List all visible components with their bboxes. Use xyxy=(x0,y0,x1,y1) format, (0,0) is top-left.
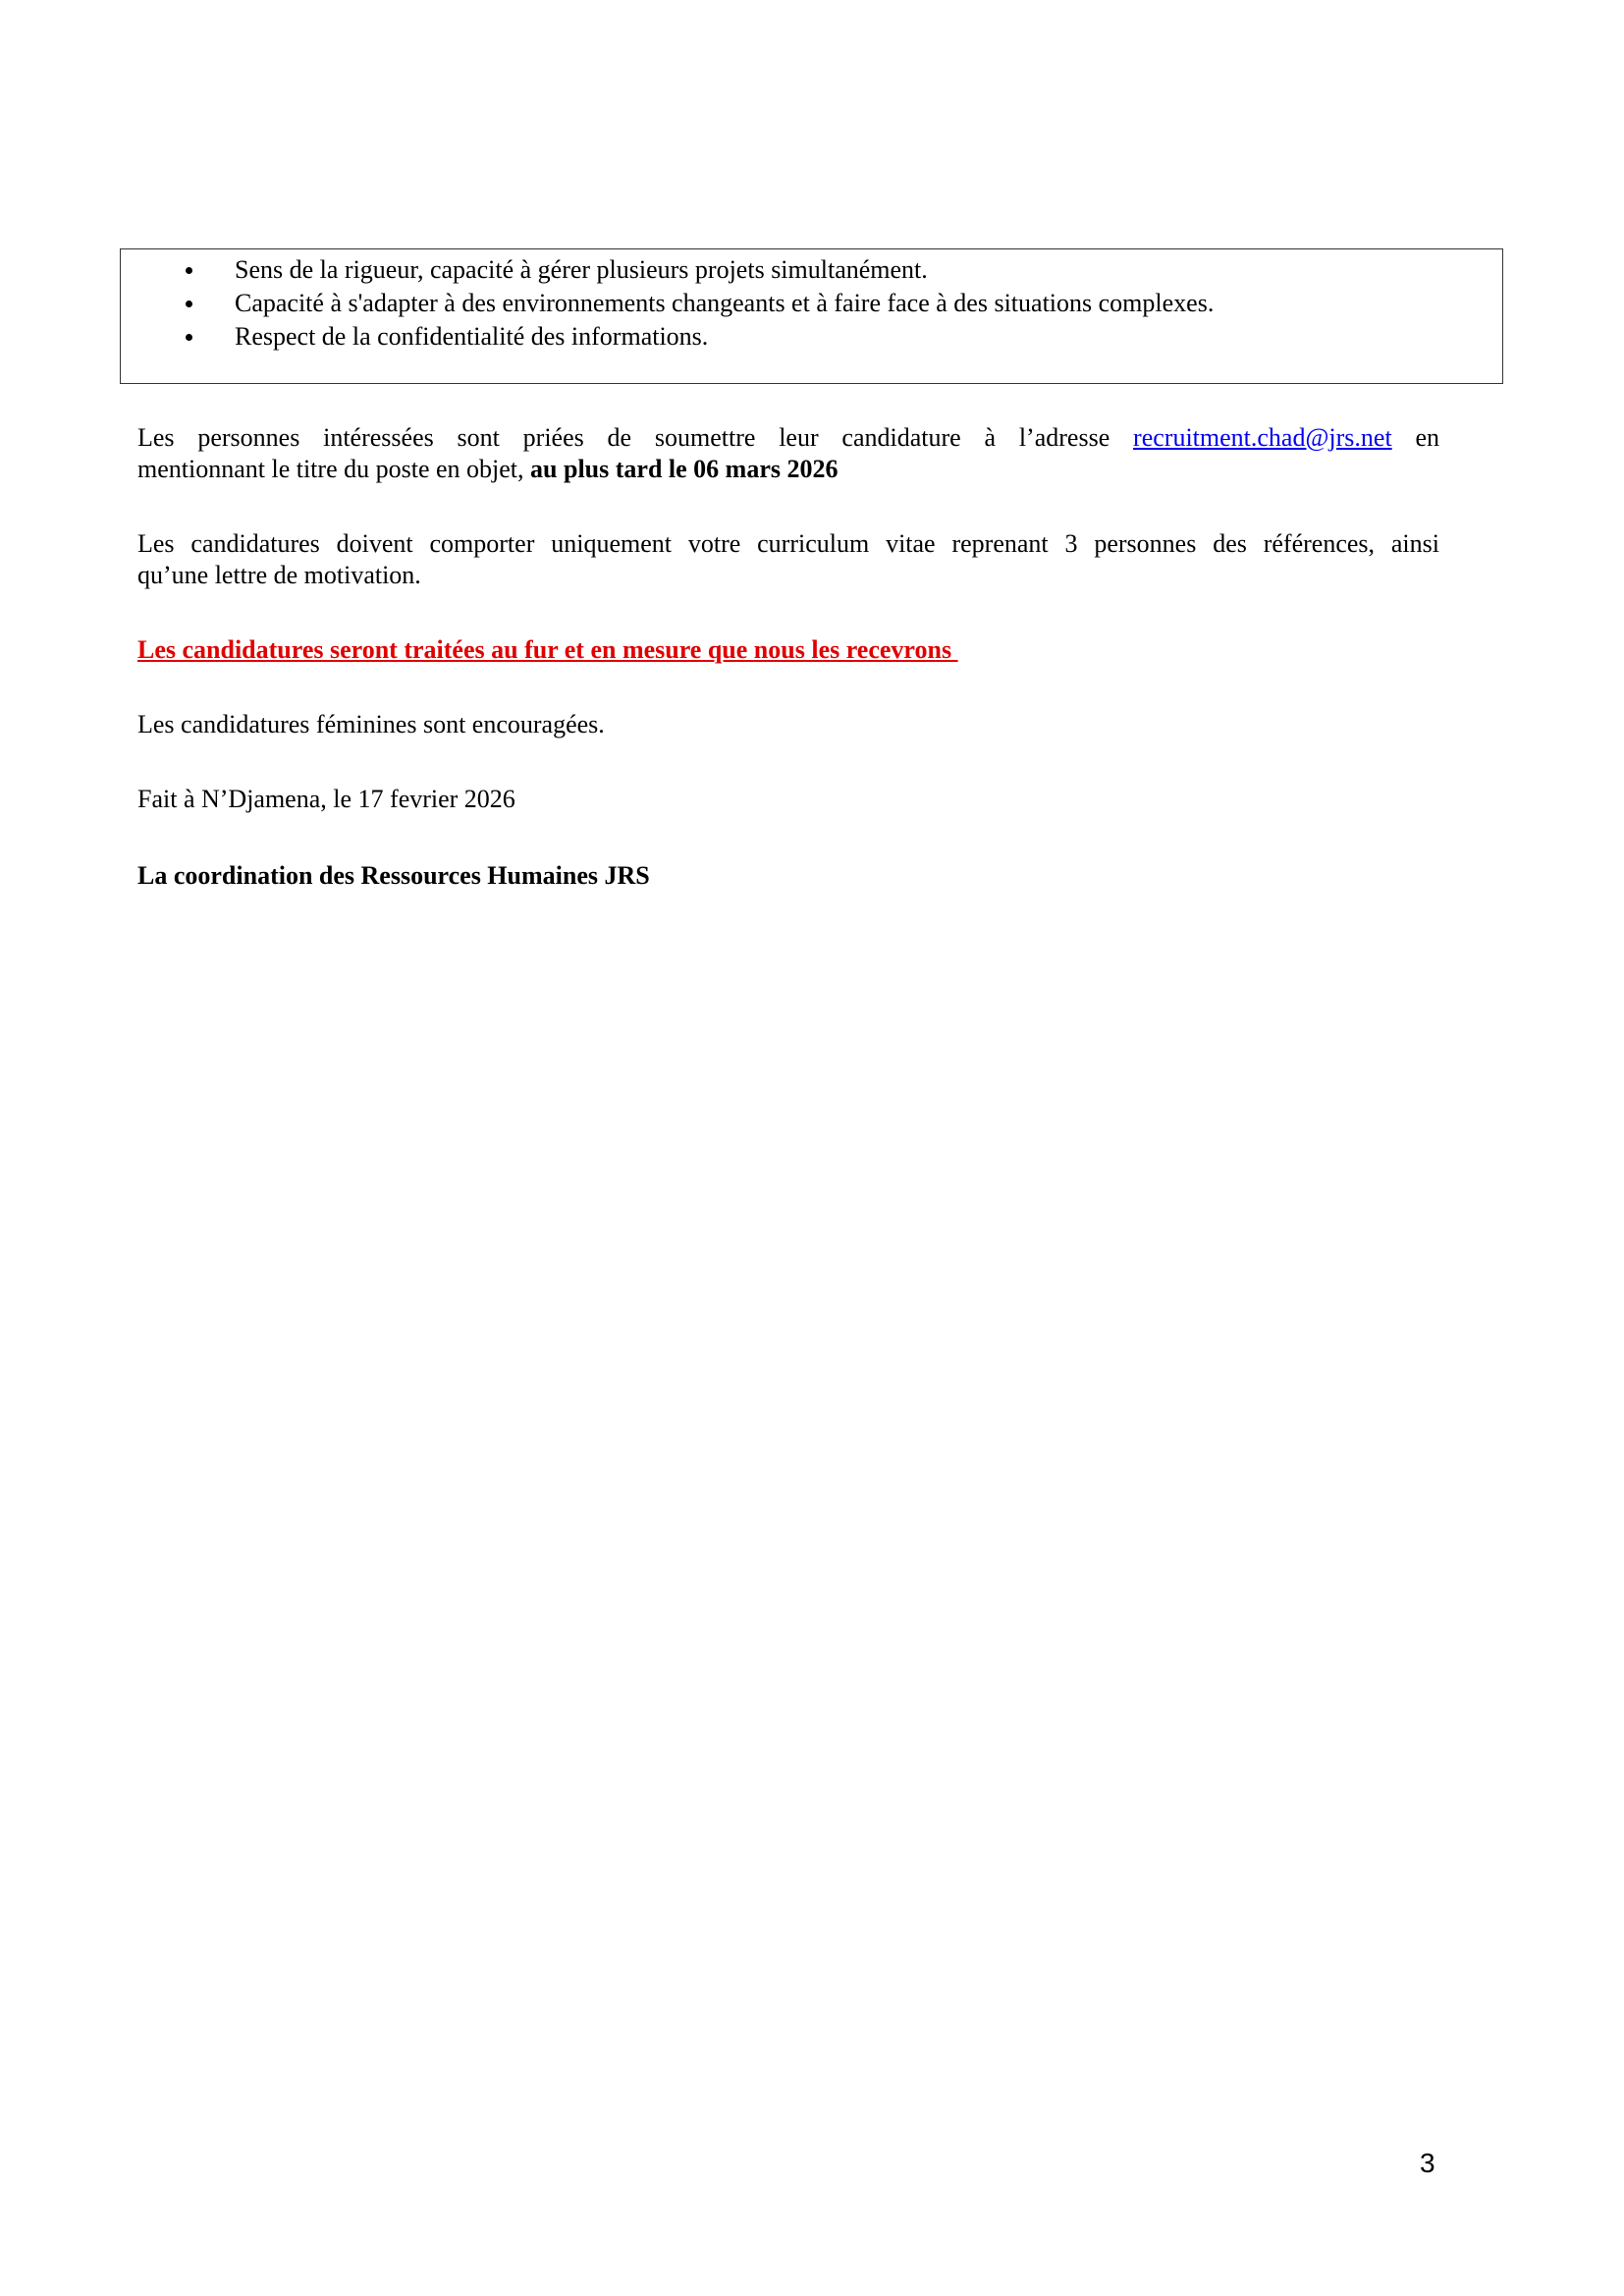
application-paragraph xyxy=(137,422,1439,485)
requirements-line-2: qu’une lettre de motivation. xyxy=(137,561,421,589)
list-item-text: Capacité à s'adapter à des environnements changeants et à faire face à des situations complexes. xyxy=(235,289,1215,317)
application-line-2 xyxy=(137,454,1439,485)
bullet-icon xyxy=(186,267,192,274)
bullet-icon xyxy=(186,301,192,307)
list-item xyxy=(121,253,1502,287)
requirements-line-1: Les candidatures doivent comporter uniquement votre curriculum vitae reprenant 3 personnes des références, ainsi xyxy=(137,529,1439,558)
requirements-paragraph xyxy=(137,528,1439,591)
qualities-box xyxy=(120,248,1503,384)
qualities-list xyxy=(121,253,1502,354)
page-number: 3 xyxy=(1420,2148,1435,2178)
place-date-text: Fait à N’Djamena, le 17 fevrier 2026 xyxy=(137,785,515,813)
processing-notice-text: Les candidatures seront traitées au fur et en mesure que nous les recevrons xyxy=(137,635,958,664)
list-item-text: Respect de la confidentialité des informations. xyxy=(235,322,709,351)
list-item xyxy=(121,287,1502,320)
bullet-icon xyxy=(186,334,192,341)
application-line-1 xyxy=(137,422,1439,454)
list-item-text: Sens de la rigueur, capacité à gérer plusieurs projets simultanément. xyxy=(235,255,928,284)
signature-text: La coordination des Ressources Humaines JRS xyxy=(137,861,650,890)
application-line-end: en xyxy=(1415,423,1440,452)
list-item xyxy=(121,320,1502,354)
application-intro: Les personnes intéressées sont priées de soumettre leur candidature à l’adresse xyxy=(137,423,1110,452)
encouragement-text: Les candidatures féminines sont encouragées. xyxy=(137,710,605,738)
deadline-text: au plus tard le 06 mars 2026 xyxy=(530,455,839,483)
application-subject-text: mentionnant le titre du poste en objet, xyxy=(137,455,524,483)
email-link[interactable]: recruitment.chad@jrs.net xyxy=(1133,423,1392,452)
processing-notice xyxy=(137,634,1439,666)
